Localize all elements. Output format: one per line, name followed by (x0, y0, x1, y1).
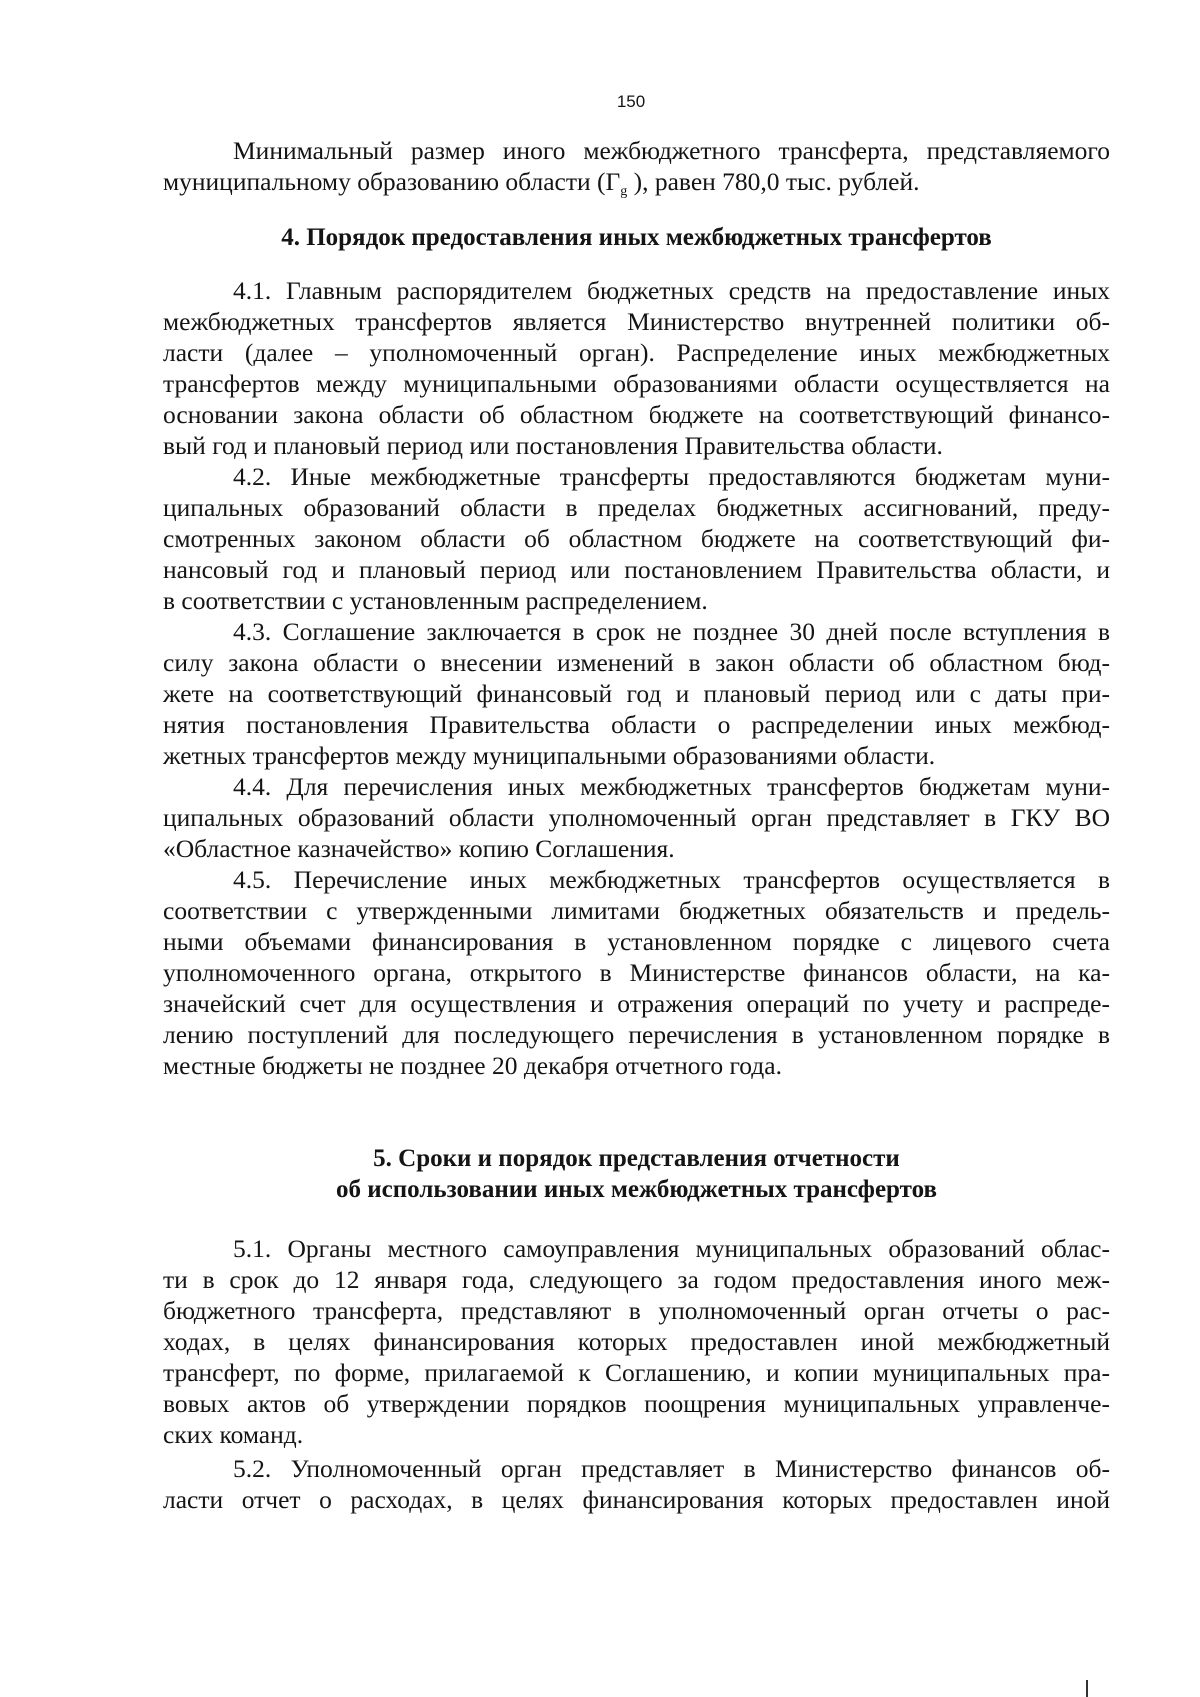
text-line: 4.3. Соглашение заключается в срок не позднее 30 дней после вступления в (233, 617, 1110, 646)
heading-line: 5. Сроки и порядок представления отчетности (373, 1145, 900, 1172)
text-line: трансферт, по форме, прилагаемой к Соглашению, и копии муниципальных пра- (163, 1358, 1110, 1387)
paragraph-4-2 (163, 461, 1110, 616)
heading-line: об использовании иных межбюджетных трансфертов (336, 1176, 937, 1203)
text-line: ными объемами финансирования в установленном порядке с лицевого счета (163, 927, 1110, 956)
paragraph-4-3 (163, 616, 1110, 771)
text-line: межбюджетных трансфертов является Министерство внутренней политики об- (163, 307, 1110, 336)
text-line: лению поступлений для последующего перечисления в установленном порядке в (163, 1020, 1110, 1049)
text-line: вовых актов об утверждении порядков поощрения муниципальных управленче- (163, 1389, 1110, 1418)
text-line: 4.1. Главным распорядителем бюджетных средств на предоставление иных (233, 276, 1110, 305)
text-line: «Областное казначейство» копию Соглашения. (163, 834, 675, 863)
text-line: ходах, в целях финансирования которых предоставлен иной межбюджетный (163, 1327, 1110, 1356)
text-line: основании закона области об областном бюджете на соответствующий финансо- (163, 400, 1110, 429)
paragraph-5-1 (163, 1233, 1110, 1450)
text-line: Минимальный размер иного межбюджетного трансферта, представляемого (233, 136, 1110, 165)
text-fragment: муниципальному образованию области (Г (163, 167, 621, 196)
section-heading (163, 1143, 1110, 1205)
text-line: ти в срок до 12 января года, следующего за годом предоставления иного меж- (163, 1265, 1110, 1294)
text-line: 4.4. Для перечисления иных межбюджетных трансфертов бюджетам муни- (233, 772, 1110, 801)
text-line: ципальных образований области уполномоченный орган представляет в ГКУ ВО (163, 803, 1110, 832)
text-line: в соответствии с установленным распределением. (163, 586, 708, 615)
text-line: силу закона области о внесении изменений в закон области об областном бюд- (163, 648, 1110, 677)
paragraph-4-5 (163, 864, 1110, 1081)
text-fragment: ), равен 780,0 тыс. рублей. (627, 167, 920, 196)
text-line: ципальных образований области в пределах бюджетных ассигнований, преду- (163, 493, 1110, 522)
heading-line: 4. Порядок предоставления иных межбюджетных трансфертов (281, 224, 992, 251)
text-line: нятия постановления Правительства области о распределении иных межбюд- (163, 710, 1110, 739)
page-number: 150 (616, 92, 646, 111)
text-line: 4.2. Иные межбюджетные трансферты предоставляются бюджетам муни- (233, 462, 1110, 491)
section-heading (163, 222, 1110, 253)
paragraph-4-4 (163, 771, 1110, 864)
text-line: бюджетного трансферта, представляют в уполномоченный орган отчеты о рас- (163, 1296, 1110, 1325)
subscript: g (620, 184, 628, 199)
text-line: 5.2. Уполномоченный орган представляет в Министерство финансов об- (233, 1454, 1110, 1483)
text-line: жетных трансфертов между муниципальными образованиями области. (163, 741, 936, 770)
text-line: местные бюджеты не позднее 20 декабря отчетного года. (163, 1051, 782, 1080)
text-line: соответствии с утвержденными лимитами бюджетных обязательств и предель- (163, 896, 1110, 925)
text-line: нансовый год и плановый период или постановлением Правительства области, и (163, 555, 1110, 584)
text-line: 4.5. Перечисление иных межбюджетных трансфертов осуществляется в (233, 865, 1110, 894)
text-line (163, 166, 1110, 197)
text-line: значейский счет для осуществления и отражения операций по учету и распреде- (163, 989, 1110, 1018)
text-line: уполномоченного органа, открытого в Министерстве финансов области, на ка- (163, 958, 1110, 987)
text-line: смотренных законом области об областном бюджете на соответствующий фи- (163, 524, 1110, 553)
text-line: 5.1. Органы местного самоуправления муниципальных образований облас- (233, 1234, 1110, 1263)
text-line: трансфертов между муниципальными образованиями области осуществляется на (163, 369, 1110, 398)
scan-mark (1086, 1680, 1088, 1697)
intro-paragraph (163, 135, 1110, 197)
text-line: ских команд. (163, 1420, 304, 1449)
paragraph-4-1 (163, 275, 1110, 461)
text-line: вый год и плановый период или постановления Правительства области. (163, 431, 943, 460)
paragraph-5-2 (163, 1453, 1110, 1515)
text-line: ласти (далее – уполномоченный орган). Распределение иных межбюджетных (163, 338, 1110, 367)
text-line: жете на соответствующий финансовый год и плановый период или с даты при- (163, 679, 1110, 708)
text-line: ласти отчет о расходах, в целях финансирования которых предоставлен иной (163, 1485, 1110, 1514)
